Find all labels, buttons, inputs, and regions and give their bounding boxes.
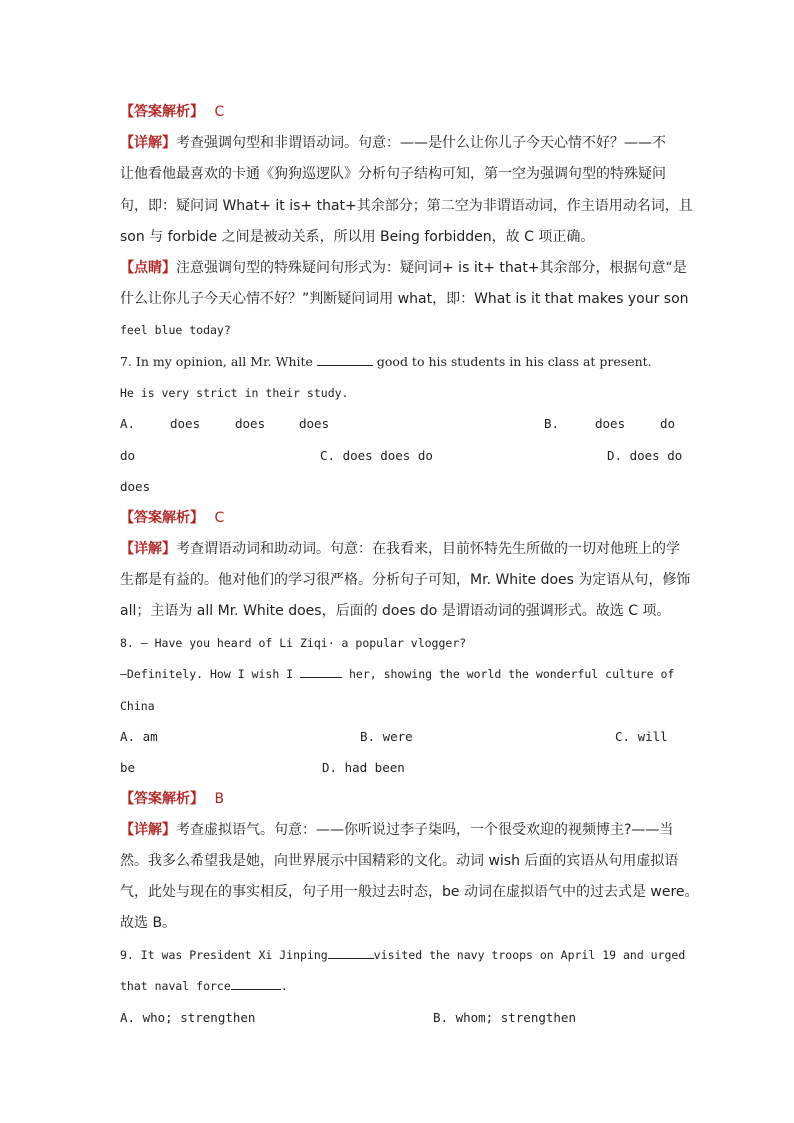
detail-line (120, 820, 674, 840)
option-c: C. will (615, 729, 668, 744)
stem-text: good to his students in his class at present. (376, 354, 652, 369)
option-a-word: does (170, 416, 201, 431)
answer-value: B (214, 791, 225, 807)
detail-line: 气，此处与现在的事实相反，句子用一般过去时态，be 动词在虚拟语气中的过去式是 were。 (120, 884, 699, 900)
detail-line (120, 539, 680, 559)
answer-blank (328, 946, 374, 959)
tip-line: feel blue today? (120, 323, 231, 337)
answer-line-6 (120, 102, 674, 122)
tip-line: 什么让你儿子今天心情不好？”判断疑问词用 what，即：What is it that makes your son (120, 291, 689, 307)
detail-text: 考查谓语动词和助动词。句意：在我看来，目前怀特先生所做的一切对他班上的学 (176, 541, 680, 557)
question-stem-9 (120, 945, 686, 965)
answer-label: 【答案解析】 (120, 791, 204, 807)
answer-blank (317, 353, 373, 366)
detail-line: son 与 forbide 之间是被动关系，所以用 Being forbidden，故 C 项正确。 (120, 229, 595, 245)
detail-label: 【详解】 (120, 135, 176, 151)
option-c-tail: be (120, 760, 136, 775)
answer-line-7 (120, 508, 674, 528)
stem-text: visited the navy troops on April 19 and urged (373, 948, 686, 962)
option-a-word: does (299, 416, 330, 431)
option-a: A. am (120, 729, 158, 744)
option-d: D. does do (607, 448, 683, 463)
answer-value: C (214, 104, 225, 120)
option-b-tail: do (120, 448, 136, 463)
question-stem-8: 8. — Have you heard of Li Ziqi· a popular vlogger? (120, 636, 467, 650)
question-stem-7-cont: He is very strict in their study. (120, 386, 349, 400)
option-a-word: does (235, 416, 266, 431)
answer-label: 【答案解析】 (120, 510, 204, 526)
detail-line: 生都是有益的。他对他们的学习很严格。分析句子可知，Mr. White does 为定语从句，修饰 (120, 572, 691, 588)
detail-text: 考查虚拟语气。句意：——你听说过李子柒吗，一个很受欢迎的视频博主?——当 (176, 822, 674, 838)
option-b-word: do (660, 416, 676, 431)
detail-label: 【详解】 (120, 541, 176, 557)
stem-text: her, showing the world the wonderful culture of (348, 667, 675, 681)
detail-line: 句，即：疑问词 What+ it is+ that+其余部分；第二空为非谓语动词，作主语用动名词，且 (120, 198, 693, 214)
question-stem-8-line3: China (120, 699, 155, 713)
option-a-label: A. (120, 416, 136, 431)
stem-text: . (280, 979, 288, 993)
detail-line: 故选 B。 (120, 915, 177, 931)
option-d-tail: does (120, 479, 151, 494)
tip-label: 【点睛】 (120, 260, 176, 276)
tip-line (120, 258, 687, 278)
answer-blank (231, 977, 281, 990)
detail-line: 让他看他最喜欢的卡通《狗狗巡逻队》分析句子结构可知，第一空为强调句型的特殊疑问 (120, 166, 666, 182)
answer-value: C (214, 510, 225, 526)
answer-blank (300, 665, 342, 678)
option-b-word: does (595, 416, 626, 431)
option-b: B. were (360, 729, 413, 744)
question-stem-8-line2 (120, 664, 674, 684)
question-stem-7 (120, 352, 674, 372)
detail-text: 考查强调句型和非谓语动词。句意：——是什么让你儿子今天心情不好？——不 (176, 135, 666, 151)
question-stem-9-line2 (120, 976, 674, 996)
option-b: B. whom; strengthen (433, 1010, 576, 1025)
detail-label: 【详解】 (120, 822, 176, 838)
detail-line: all；主语为 all Mr. White does，后面的 does do 是谓语动词的强调形式。故选 C 项。 (120, 603, 671, 619)
option-a: A. who; strengthen (120, 1010, 256, 1025)
option-c: C. does does do (320, 448, 433, 463)
stem-text: 7. In my opinion, all Mr. White (120, 354, 313, 369)
option-b-label: B. (544, 416, 560, 431)
stem-text: —Definitely. How I wish I (120, 667, 294, 681)
detail-line: 然。我多么希望我是她，向世界展示中国精彩的文化。动词 wish 后面的宾语从句用虚拟语 (120, 853, 679, 869)
stem-text: that naval force (120, 979, 231, 993)
answer-label: 【答案解析】 (120, 104, 204, 120)
answer-line-8 (120, 789, 674, 809)
tip-text: 注意强调句型的特殊疑问句形式为：疑问词+ is it+ that+其余部分，根据句意“是 (176, 260, 687, 276)
option-d: D. had been (322, 760, 405, 775)
stem-text: 9. It was President Xi Jinping (120, 948, 328, 962)
detail-line (120, 133, 674, 153)
